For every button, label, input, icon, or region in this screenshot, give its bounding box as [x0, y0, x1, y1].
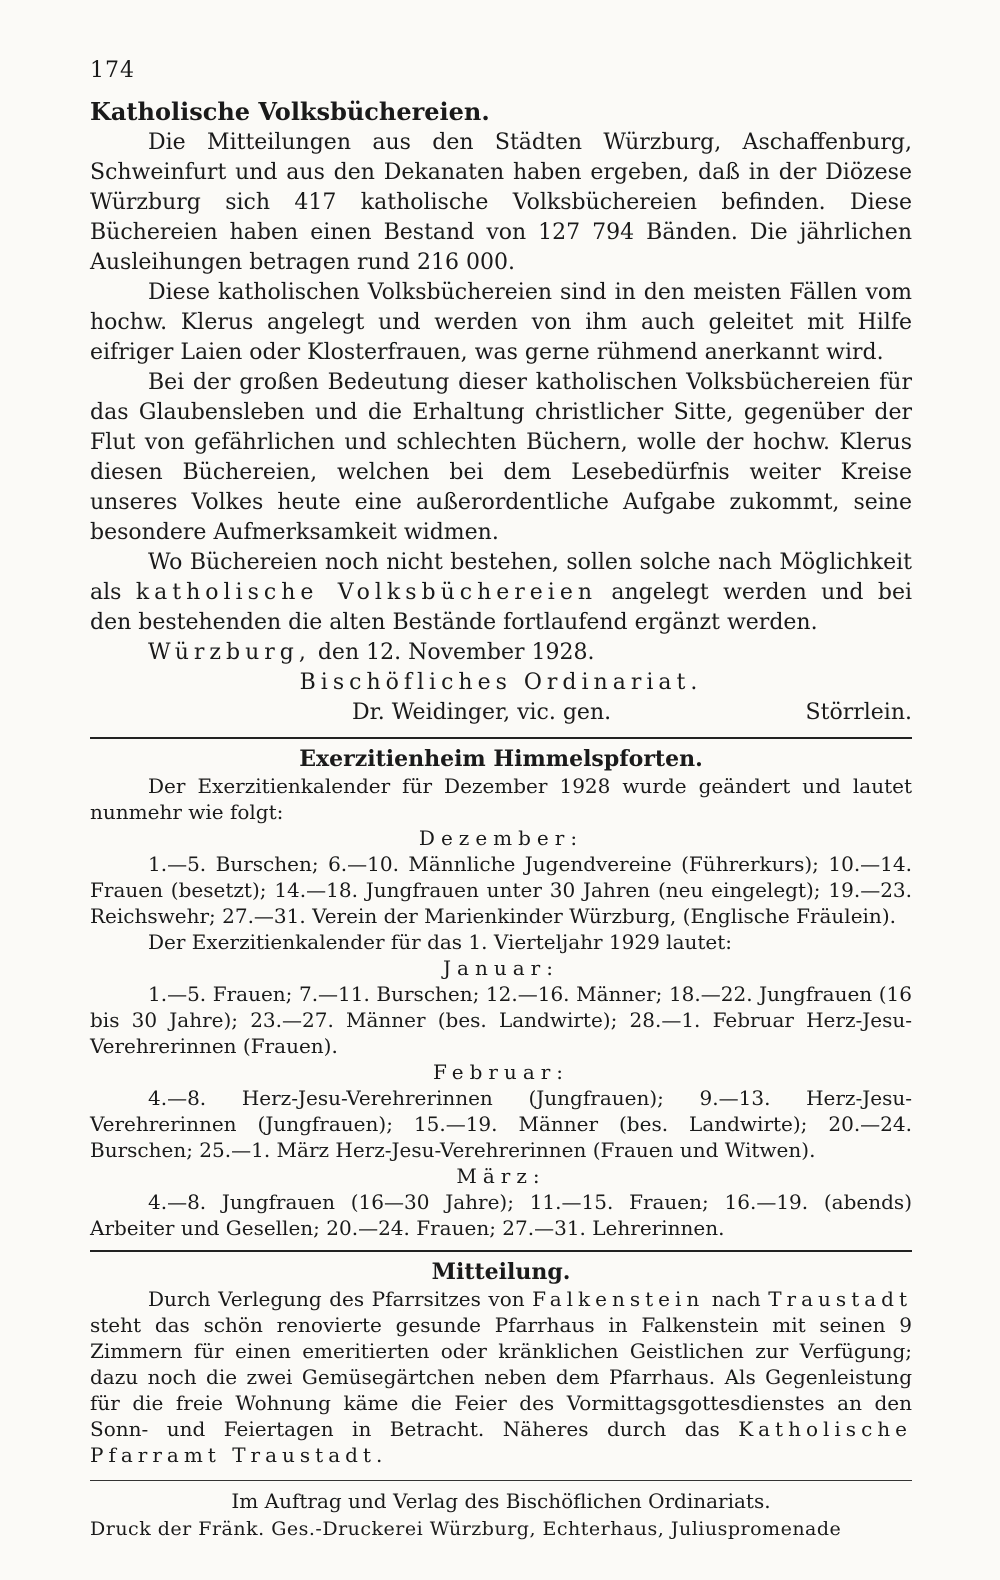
- p4-part-b: angelegt werden und bei den bestehenden die alten Bestände fortlaufend ergänzt werden.: [90, 580, 912, 635]
- footer-publisher: Im Auftrag und Verlag des Bischöflichen Ordinariats.: [231, 1489, 771, 1513]
- place-traustadt: Traustadt: [768, 1287, 912, 1311]
- signatures: [90, 698, 912, 728]
- divider: [90, 1480, 912, 1481]
- p4-spaced-emphasis: katholische Volksbüchereien: [135, 580, 598, 605]
- signer-left: Dr. Weidinger, vic. gen.: [352, 700, 612, 725]
- footer-printer: Druck der Fränk. Ges.-Druckerei Würzburg, Echterhaus, Juliuspromenade: [90, 1518, 842, 1540]
- paragraph-4: [90, 548, 912, 638]
- date-text: den 12. November 1928.: [317, 640, 595, 665]
- februar-text: 4.—8. Herz-Jesu-Verehrerinnen (Jungfrauen); 9.—13. Herz-Jesu-Verehrerinnen (Jungfrauen); 15.—19. Männer (bes. Landwirte); 20.—24. Burschen; 25.—1. März Herz-Jesu-Verehrerinnen (Frauen und Witwen).: [90, 1086, 912, 1162]
- month-dezember: Dezember:: [418, 826, 584, 850]
- date-line: [90, 638, 912, 668]
- month-februar: Februar:: [432, 1060, 570, 1084]
- mitteilung-part-b: nach: [711, 1287, 761, 1311]
- paragraph-3: Bei der großen Bedeutung dieser katholischen Volksbüchereien für das Glaubensleben und die Erhaltung christlicher Sitte, gegenüber der Flut von gefährlichen und schlechten Büchern, wolle der hochw. Klerus diesen Büchereien, welchen bei dem Lesebedürfnis weiter Kreise unseres Volkes heute eine außerordentliche Aufgabe zukommt, seine besondere Aufmerksamkeit widmen.: [90, 370, 912, 545]
- page-number: 174: [90, 58, 135, 83]
- month-januar: Januar:: [443, 956, 559, 980]
- place-falkenstein: Falkenstein: [532, 1287, 705, 1311]
- mitteilung-text: [90, 1286, 912, 1468]
- pfarramt: Katholische Pfarramt Traustadt.: [90, 1417, 912, 1467]
- divider: [90, 737, 912, 739]
- calendar-intro-2: Der Exerzitienkalender für das 1. Vierteljahr 1929 lautet:: [148, 930, 733, 954]
- januar-text: 1.—5. Frauen; 7.—11. Burschen; 12.—16. Männer; 18.—22. Jungfrauen (16 bis 30 Jahre); 23.—27. Männer (bes. Landwirte); 28.—1. Februar Herz-Jesu-Verehrerinnen (Frauen).: [90, 982, 912, 1058]
- date-place: Würzburg,: [148, 640, 311, 665]
- paragraph-2: Diese katholischen Volksbüchereien sind in den meisten Fällen vom hochw. Klerus angelegt und werden von ihm auch geleitet mit Hilfe eifriger Laien oder Klosterfrauen, was gerne rühmend anerkannt wird.: [90, 280, 912, 365]
- section-title-mitteilung: Mitteilung.: [431, 1259, 571, 1285]
- section-title-volksbuechereien: Katholische Volksbüchereien.: [90, 97, 490, 126]
- signer-right: Störrlein.: [805, 700, 912, 725]
- paragraph-1: Die Mitteilungen aus den Städten Würzburg, Aschaffenburg, Schweinfurt und aus den Dekanaten haben ergeben, daß in der Diözese Würzburg sich 417 katholische Volksbüchereien befinden. Diese Büchereien haben einen Bestand von 127 794 Bänden. Die jährlichen Ausleihungen betragen rund 216 000.: [90, 130, 912, 275]
- month-maerz: März:: [456, 1164, 546, 1188]
- maerz-text: 4.—8. Jungfrauen (16—30 Jahre); 11.—15. Frauen; 16.—19. (abends) Arbeiter und Gesellen; 20.—24. Frauen; 27.—31. Lehrerinnen.: [90, 1190, 912, 1240]
- dezember-text: 1.—5. Burschen; 6.—10. Männliche Jugendvereine (Führerkurs); 10.—14. Frauen (besetzt); 14.—18. Jungfrauen unter 30 Jahren (neu eingelegt); 19.—23. Reichswehr; 27.—31. Verein der Marienkinder Würzburg, (Englische Fräulein).: [90, 852, 912, 928]
- section-title-exerzitienheim: Exerzitienheim Himmelspforten.: [299, 746, 703, 772]
- mitteilung-part-c: steht das schön renovierte gesunde Pfarrhaus in Falkenstein mit seinen 9 Zimmern für einen emeritierten oder kränklichen Geistlichen zur Verfügung; dazu noch die zwei Gemüsegärtchen neben dem Pfarrhaus. Als Gegenleistung für die freie Wohnung käme die Feier des Vormittagsgottesdienstes an den Sonn- und Feiertagen in Betracht. Näheres durch das: [90, 1313, 912, 1441]
- calendar-intro: Der Exerzitienkalender für Dezember 1928 wurde geändert und lautet nunmehr wie folgt:: [90, 774, 912, 824]
- p4-part-a: Wo Büchereien noch nicht bestehen, sollen solche nach Möglichkeit als: [90, 550, 912, 605]
- mitteilung-part-a: Durch Verlegung des Pfarrsitzes von: [148, 1287, 525, 1311]
- authority: Bischöfliches Ordinariat.: [299, 670, 703, 695]
- divider: [90, 1250, 912, 1252]
